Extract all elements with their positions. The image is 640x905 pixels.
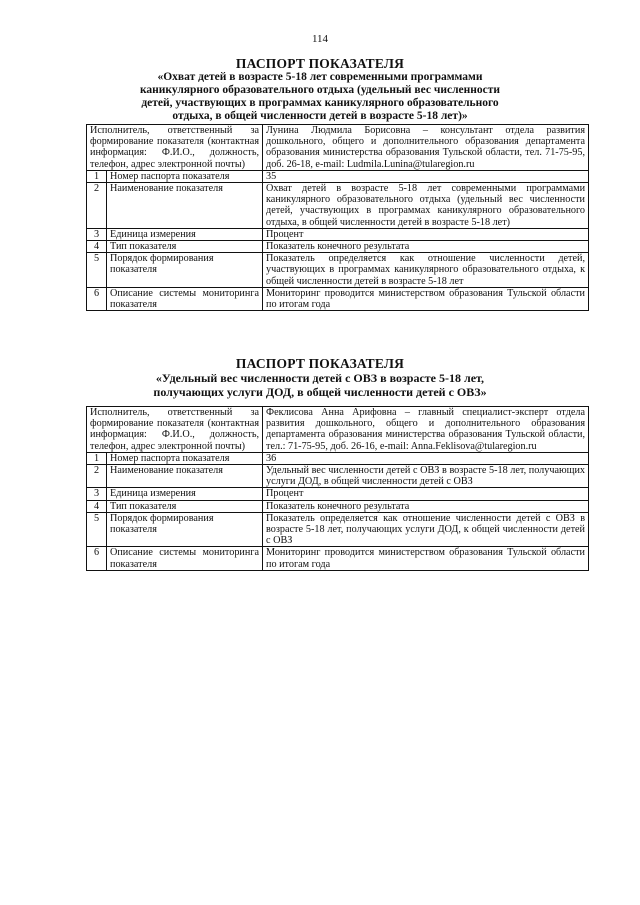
row-label: Единица измерения xyxy=(107,488,263,500)
row-label: Порядок формирования показателя xyxy=(107,512,263,547)
row-number: 4 xyxy=(87,500,107,512)
table-row xyxy=(87,488,589,500)
row-number: 6 xyxy=(87,547,107,570)
passport-1-subtitle-line-4: отдыха, в общей численности детей в возрасте 5-18 лет)» xyxy=(172,110,468,122)
row-number: 2 xyxy=(87,183,107,229)
row-number: 1 xyxy=(87,452,107,464)
passport-1-table xyxy=(86,124,589,311)
executor-label: Исполнитель, ответственный за формирование показателя (контактная информация: Ф.И.О., должность, телефон, адрес электронной почты) xyxy=(87,125,263,171)
table-row xyxy=(87,253,589,288)
row-value: 36 xyxy=(263,452,589,464)
row-value: Показатель конечного результата xyxy=(263,241,589,253)
passport-2-table xyxy=(86,406,589,571)
table-row xyxy=(87,241,589,253)
table-row xyxy=(87,228,589,240)
row-value: Удельный вес численности детей с ОВЗ в возрасте 5-18 лет, получающих услуги ДОД, в общей численности детей с ОВЗ xyxy=(263,465,589,488)
row-number: 4 xyxy=(87,241,107,253)
row-value: Охват детей в возрасте 5-18 лет современными программами каникулярного образовательного отдыха (удельный вес численности детей, участвующих в программах каникулярного образовательного отдыха, в общей численности детей в возрасте 5-18 лет) xyxy=(263,183,589,229)
row-value: Мониторинг проводится министерством образования Тульской области по итогам года xyxy=(263,547,589,570)
row-number: 5 xyxy=(87,512,107,547)
table-row xyxy=(87,547,589,570)
passport-2-subtitle-line-2: получающих услуги ДОД, в общей численности детей с ОВЗ» xyxy=(153,385,487,399)
row-label: Описание системы мониторинга показателя xyxy=(107,547,263,570)
row-value: Показатель конечного результата xyxy=(263,500,589,512)
executor-value: Лунина Людмила Борисовна – консультант отдела развития дошкольного, общего и дополнительного образования департамента образования министерства образования Тульской области, тел. 71-75-95, доб. 26-18, e-mail: Ludmila.Lunina@tularegion.ru xyxy=(263,125,589,171)
row-number: 2 xyxy=(87,465,107,488)
passport-1-subtitle-line-2: каникулярного образовательного отдыха (удельный вес численности xyxy=(139,84,501,96)
row-number: 1 xyxy=(87,170,107,182)
row-number: 3 xyxy=(87,228,107,240)
row-label: Наименование показателя xyxy=(107,465,263,488)
table-row xyxy=(87,500,589,512)
table-row xyxy=(87,512,589,547)
row-label: Единица измерения xyxy=(107,228,263,240)
passport-2-heading: ПАСПОРТ ПОКАЗАТЕЛЯ xyxy=(235,356,405,371)
row-label: Наименование показателя xyxy=(107,183,263,229)
row-label: Номер паспорта показателя xyxy=(107,170,263,182)
passport-1-subtitle-line-1: «Охват детей в возрасте 5-18 лет современными программами xyxy=(157,71,483,83)
row-value: Процент xyxy=(263,488,589,500)
row-value: Процент xyxy=(263,228,589,240)
table-row xyxy=(87,125,589,171)
row-value: 35 xyxy=(263,170,589,182)
row-label: Описание системы мониторинга показателя xyxy=(107,287,263,310)
row-label: Тип показателя xyxy=(107,500,263,512)
passport-1-heading: ПАСПОРТ ПОКАЗАТЕЛЯ xyxy=(235,56,405,71)
passport-2-header xyxy=(0,356,640,399)
table-row xyxy=(87,170,589,182)
passport-1-header xyxy=(0,56,640,123)
row-value: Показатель определяется как отношение численности детей с ОВЗ в возрасте 5-18 лет, получающих услуги ДОД, к общей численности детей с ОВЗ xyxy=(263,512,589,547)
row-label: Тип показателя xyxy=(107,241,263,253)
executor-label: Исполнитель, ответственный за формирование показателя (контактная информация: Ф.И.О., должность, телефон, адрес электронной почты) xyxy=(87,407,263,453)
row-value: Мониторинг проводится министерством образования Тульской области по итогам года xyxy=(263,287,589,310)
page-number: 114 xyxy=(311,33,329,45)
row-number: 5 xyxy=(87,253,107,288)
row-label: Номер паспорта показателя xyxy=(107,452,263,464)
table-row xyxy=(87,452,589,464)
row-value: Показатель определяется как отношение численности детей, участвующих в программах каникулярного образовательного отдыха, к общей численности детей в возрасте 5-18 лет xyxy=(263,253,589,288)
executor-value: Феклисова Анна Арифовна – главный специалист-эксперт отдела развития дошкольного, общего и дополнительного образования департамента образования министерства образования Тульской области, тел.: 71-75-95, доб. 26-16, e-mail: Anna.Feklisova@tularegion.ru xyxy=(263,407,589,453)
row-label: Порядок формирования показателя xyxy=(107,253,263,288)
passport-1-subtitle-line-3: детей, участвующих в программах каникулярного образовательного xyxy=(141,97,499,109)
row-number: 6 xyxy=(87,287,107,310)
table-row xyxy=(87,287,589,310)
table-row xyxy=(87,183,589,229)
table-row xyxy=(87,407,589,453)
passport-2-subtitle-line-1: «Удельный вес численности детей с ОВЗ в возрасте 5-18 лет, xyxy=(155,371,485,385)
row-number: 3 xyxy=(87,488,107,500)
table-row xyxy=(87,465,589,488)
